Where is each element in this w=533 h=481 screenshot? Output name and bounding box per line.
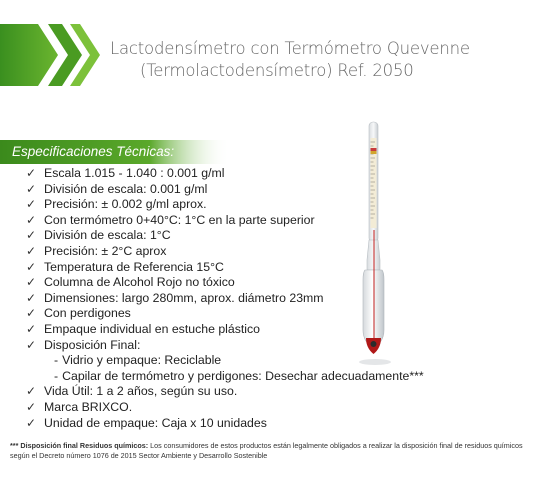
list-item: ✓ Columna de Alcohol Rojo no tóxico (26, 275, 235, 290)
title-line-1: Lactodensímetro con Termómetro Quevenne (110, 39, 470, 58)
check-icon: ✓ (26, 243, 37, 258)
check-icon: ✓ (26, 181, 37, 196)
check-icon: ✓ (26, 399, 37, 414)
list-item: ✓ División de escala: 1°C (26, 228, 171, 243)
list-item: ✓ Disposición Final: (26, 337, 141, 352)
check-icon: ✓ (26, 415, 37, 430)
list-item: ✓ Precisión: ± 2°C aprox (26, 243, 167, 258)
check-icon: ✓ (26, 228, 37, 243)
title-line-2: (Termolactodensímetro) Ref. 2050 (140, 61, 414, 80)
lactodensimeter-image (345, 120, 425, 370)
list-item: ✓ Empaque individual en estuche plástico (26, 321, 261, 336)
check-icon: ✓ (26, 212, 37, 227)
list-item: ✓ Con termómetro 0+40°C: 1°C en la parte superior (26, 212, 315, 227)
check-icon: ✓ (26, 306, 37, 321)
list-item: ✓ Temperatura de Referencia 15°C (26, 259, 224, 274)
check-icon: ✓ (26, 197, 37, 212)
list-item: ✓ Dimensiones: largo 280mm, aprox. diámetro 23mm (26, 290, 324, 305)
check-icon: ✓ (26, 321, 37, 336)
check-icon: ✓ (26, 275, 37, 290)
page-title (110, 38, 520, 82)
spec-heading: Especificaciones Técnicas: (12, 144, 175, 159)
list-item: ✓ Con perdigones (26, 306, 131, 321)
list-item: ✓ División de escala: 0.001 g/ml (26, 181, 208, 196)
check-icon: ✓ (26, 259, 37, 274)
footnote-text: Los consumidores de estos productos están legalmente obligados a realizar la disposición final de residuos químicos según el Decreto número 1076 de 2015 Sector Ambiente y Desarrollo Sostenible (10, 441, 523, 460)
check-icon: ✓ (26, 384, 37, 399)
footnote (10, 441, 525, 461)
list-item: ✓ Precisión: ± 0.002 g/ml aprox. (26, 197, 207, 212)
dash-icon: - (54, 368, 59, 383)
check-icon: ✓ (26, 337, 37, 352)
list-item: ✓ Escala 1.015 - 1.040 : 0.001 g/ml (26, 166, 225, 180)
dash-icon: - (54, 353, 59, 368)
footnote-bold: *** Disposición final Residuos químicos: (10, 441, 149, 450)
check-icon: ✓ (26, 290, 37, 305)
list-sub-item: - Vidrio y empaque: Reciclable (54, 353, 222, 368)
list-item: ✓ Vida Útil: 1 a 2 años, según su uso. (26, 384, 238, 399)
list-item: ✓ Marca BRIXCO. (26, 399, 133, 414)
chevron-logo-icon (0, 24, 100, 86)
list-sub-item: - Capilar de termómetro y perdigones: Desechar adecuadamente*** (54, 368, 424, 383)
list-item: ✓ Unidad de empaque: Caja x 10 unidades (26, 415, 267, 430)
check-icon: ✓ (26, 166, 37, 180)
